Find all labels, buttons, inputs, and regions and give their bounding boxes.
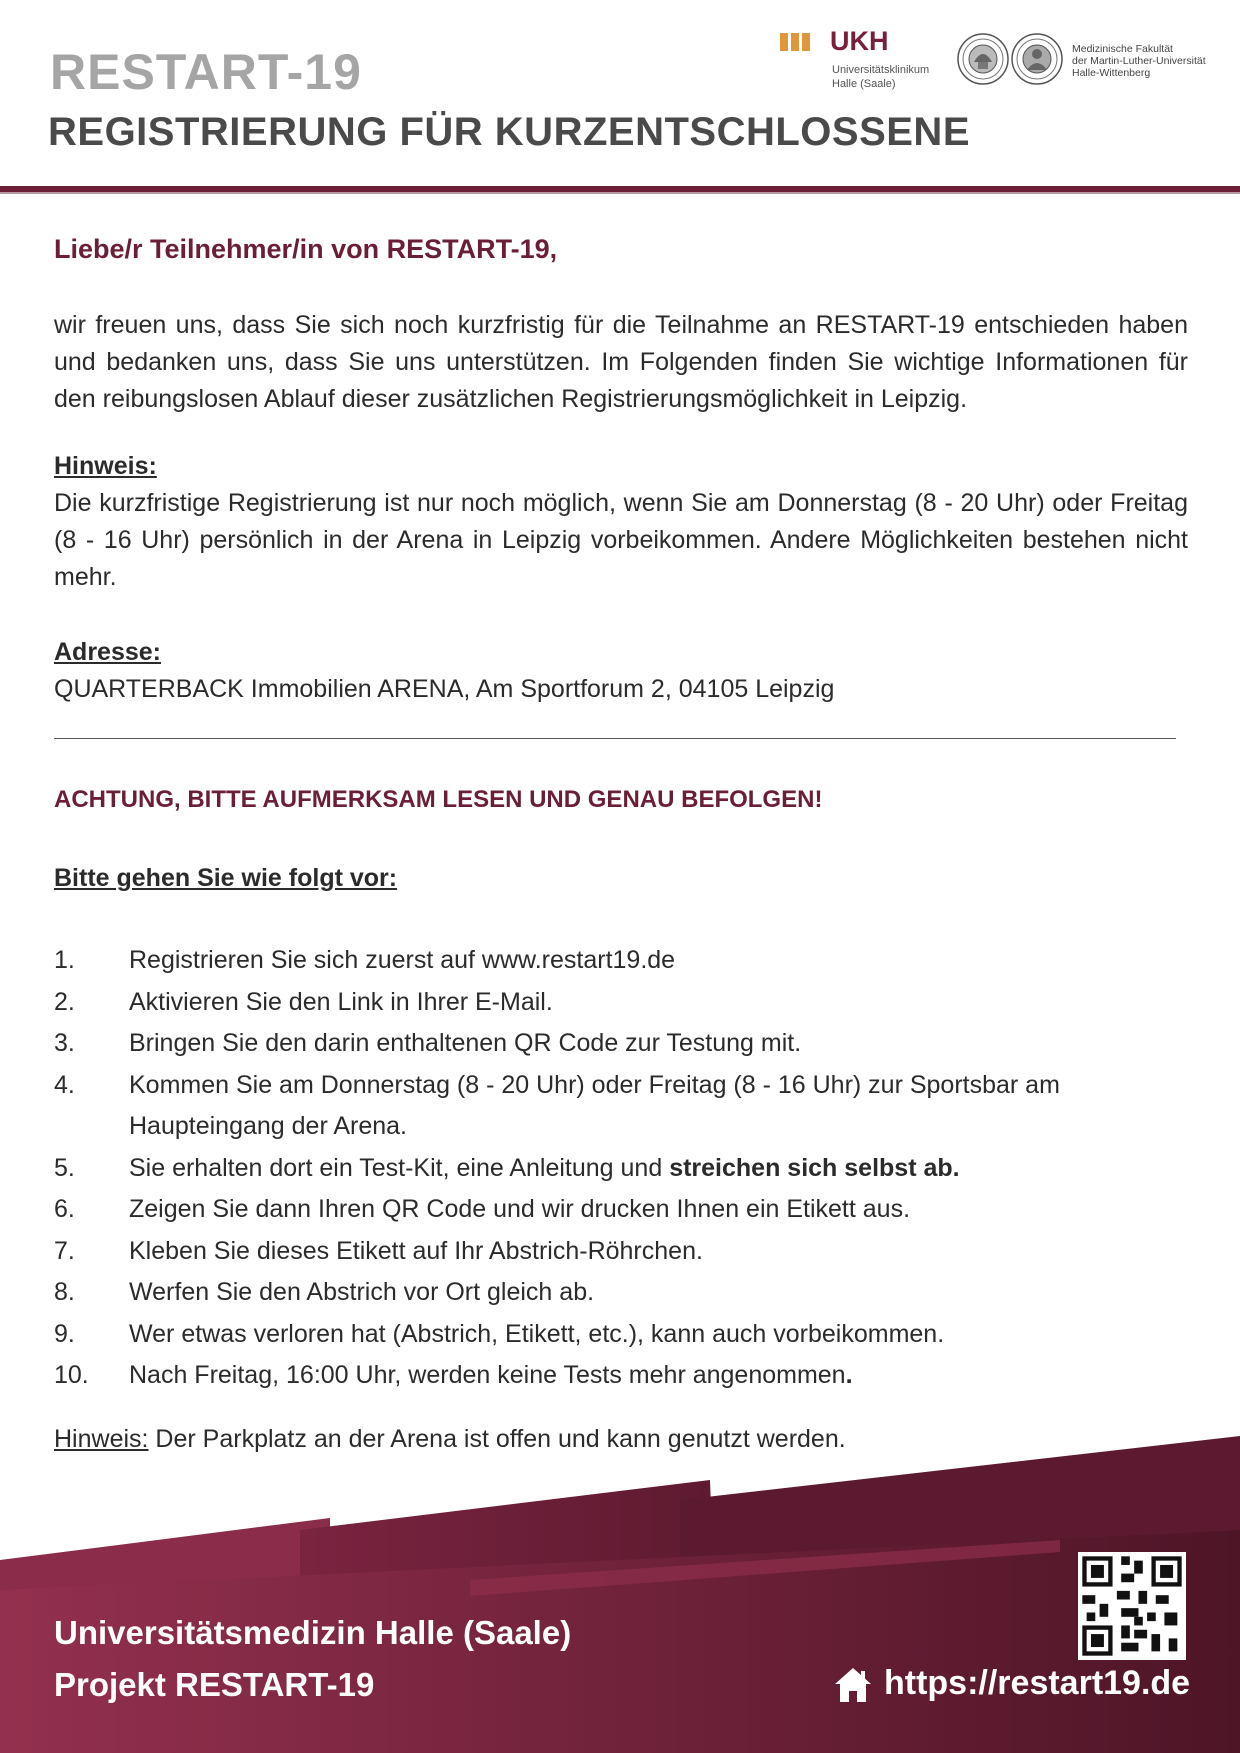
ukh-abbr: UKH: [830, 26, 889, 56]
ukh-name-line1: Universitätsklinikum: [832, 64, 930, 76]
step-number: 2.: [54, 987, 75, 1016]
website-link[interactable]: https://restart19.de: [884, 1664, 1191, 1702]
step-text: Registrieren Sie sich zuerst auf www.restart19.de: [129, 946, 676, 974]
footer-institution: Universitätsmedizin Halle (Saale): [54, 1614, 572, 1651]
list-item: [54, 982, 1194, 1024]
steps-list: [54, 940, 1194, 1397]
hint-paragraph: Die kurzfristige Registrierung ist nur noch möglich, wenn Sie am Donnerstag (8 - 20 Uhr) oder Freitag (8 - 16 Uhr) persönlich in der Arena in Leipzig vorbeikommen. Andere Möglichkeiten bestehen nicht mehr.: [54, 489, 1188, 591]
step-text: Werfen Sie den Abstrich vor Ort gleich ab.: [129, 1278, 595, 1306]
mlu-line3: Halle-Wittenberg: [1072, 67, 1151, 79]
ukh-logo: [780, 26, 950, 100]
page-title: REGISTRIERUNG FÜR KURZENTSCHLOSSENE: [48, 110, 970, 154]
university-seal-icon: [956, 32, 1010, 86]
header-subtitle: RESTART-19: [50, 44, 362, 100]
step-number: 4.: [54, 1070, 75, 1099]
step-text: Bringen Sie den darin enthaltenen QR Code zur Testung mit.: [129, 1029, 802, 1057]
list-item: [54, 1272, 1194, 1314]
step-emphasis: .: [845, 1361, 853, 1389]
mlu-line1: Medizinische Fakultät: [1072, 43, 1173, 55]
home-icon: [832, 1664, 874, 1706]
address-text: QUARTERBACK Immobilien ARENA, Am Sportforum 2, 04105 Leipzig: [54, 675, 835, 703]
separator-line: [54, 738, 1176, 739]
step-number: 9.: [54, 1319, 75, 1348]
faculty-seal-icon: [1010, 32, 1064, 86]
step-number: 1.: [54, 946, 75, 974]
ukh-bars-icon: [780, 33, 813, 56]
step-text: Nach Freitag, 16:00 Uhr, werden keine Tests mehr angenommen: [129, 1361, 846, 1389]
attention-heading: ACHTUNG, BITTE AUFMERKSAM LESEN UND GENAU BEFOLGEN!: [54, 786, 823, 813]
address-label: Adresse:: [54, 638, 161, 666]
step-text: Sie erhalten dort ein Test-Kit, eine Anleitung und: [129, 1153, 670, 1182]
ukh-name-line2: Halle (Saale): [832, 78, 896, 90]
qr-code-icon[interactable]: [1078, 1552, 1186, 1660]
header-divider-shadow: [0, 192, 1240, 194]
list-item: [54, 1355, 1194, 1397]
list-item: [54, 1314, 1194, 1356]
step-number: 10.: [54, 1361, 89, 1389]
footer-project: Projekt RESTART-19: [54, 1666, 375, 1703]
mlu-line2: der Martin-Luther-Universität: [1072, 55, 1206, 67]
parking-text: Der Parkplatz an der Arena ist offen und kann genutzt werden.: [148, 1425, 846, 1453]
step-number: 5.: [54, 1153, 75, 1182]
step-number: 3.: [54, 1029, 75, 1057]
step-number: 6.: [54, 1195, 75, 1223]
list-item: [54, 1148, 1194, 1190]
step-text: Wer etwas verloren hat (Abstrich, Etikett, etc.), kann auch vorbeikommen.: [129, 1319, 945, 1348]
steps-heading: Bitte gehen Sie wie folgt vor:: [54, 864, 398, 892]
step-text: Kleben Sie dieses Etikett auf Ihr Abstrich-Röhrchen.: [129, 1236, 703, 1265]
step-text: Zeigen Sie dann Ihren QR Code und wir drucken Ihnen ein Etikett aus.: [129, 1195, 911, 1223]
step-text: Kommen Sie am Donnerstag (8 - 20 Uhr) oder Freitag (8 - 16 Uhr) zur Sportsbar am Haupteingang der Arena.: [129, 1070, 1060, 1140]
greeting: Liebe/r Teilnehmer/in von RESTART-19,: [54, 234, 558, 264]
step-emphasis: streichen sich selbst ab.: [669, 1153, 960, 1182]
intro-paragraph: wir freuen uns, dass Sie sich noch kurzfristig für die Teilnahme an RESTART-19 entschieden haben und bedanken uns, dass Sie uns unterstützen. Im Folgenden finden Sie wichtige Informationen für den reibungslosen Ablauf dieser zusätzlichen Registrierungsmöglichkeit in Leipzig.: [54, 311, 1188, 413]
list-item: [54, 940, 1194, 982]
hint-label: Hinweis:: [54, 452, 157, 480]
medical-faculty-text: [1072, 43, 1206, 79]
list-item: [54, 1231, 1194, 1273]
parking-label: Hinweis:: [54, 1425, 149, 1453]
step-text: Aktivieren Sie den Link in Ihrer E-Mail.: [129, 987, 553, 1016]
list-item: [54, 1023, 1194, 1065]
step-number: 7.: [54, 1236, 75, 1265]
list-item: [54, 1189, 1194, 1231]
step-number: 8.: [54, 1278, 75, 1306]
list-item: [54, 1065, 1194, 1148]
